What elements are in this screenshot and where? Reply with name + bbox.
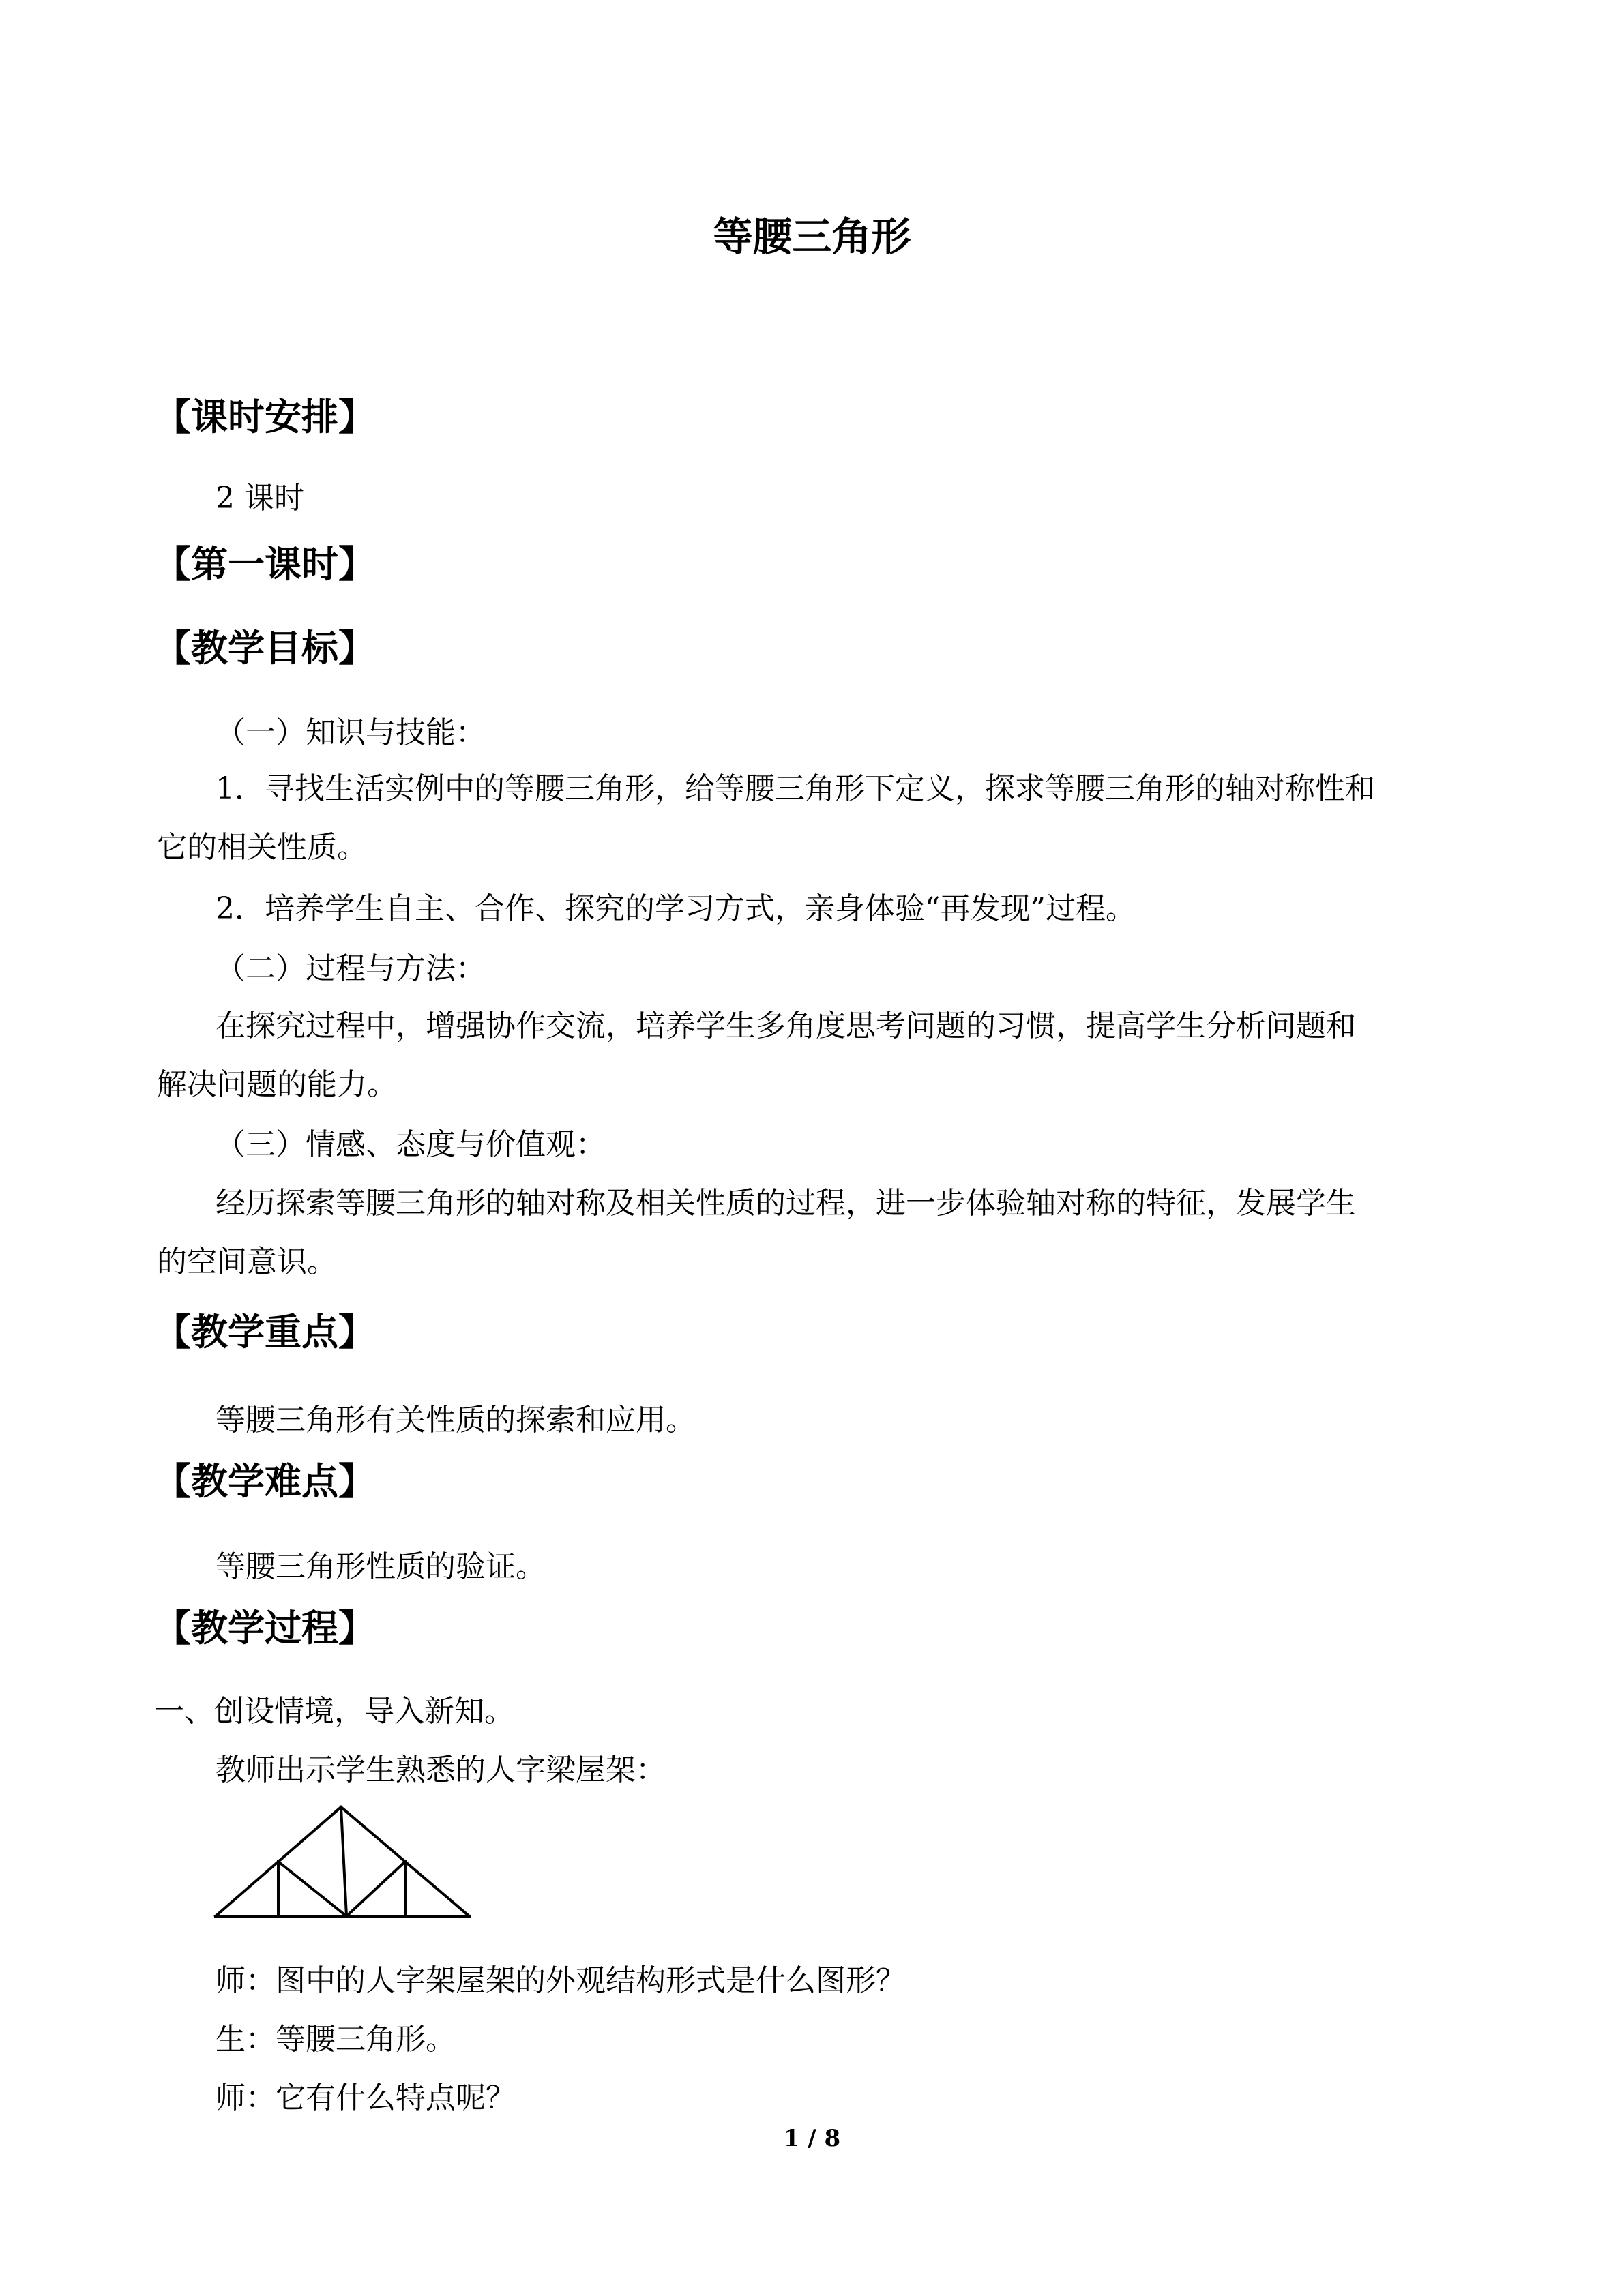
objectives-attitude-heading: （三）情感、态度与价值观： (216, 1127, 606, 1162)
process-intro: 教师出示学生熟悉的人字梁屋架： (216, 1753, 666, 1787)
process-step1: 一、创设情境，导入新知。 (154, 1694, 514, 1729)
heading-first-lesson: 【第一课时】 (154, 543, 375, 586)
heading-key-points: 【教学重点】 (154, 1311, 375, 1354)
heading-schedule: 【课时安排】 (154, 396, 375, 438)
objectives-attitude-line2: 的空间意识。 (157, 1244, 337, 1279)
objectives-process-line2: 解决问题的能力。 (157, 1067, 397, 1102)
process-dialog3: 师：它有什么特点呢？ (216, 2081, 516, 2115)
key-points-text: 等腰三角形有关性质的探索和应用。 (216, 1403, 696, 1437)
truss-center-post (341, 1807, 346, 1916)
difficulties-text: 等腰三角形性质的验证。 (216, 1549, 546, 1584)
heading-process: 【教学过程】 (154, 1607, 375, 1650)
process-dialog1: 师：图中的人字架屋架的外观结构形式是什么图形？ (216, 1963, 906, 1998)
page-title: 等腰三角形 (713, 213, 911, 260)
heading-objectives: 【教学目标】 (154, 627, 375, 670)
objectives-item1-line2: 它的相关性质。 (157, 830, 367, 865)
truss-right-diagonal (346, 1862, 405, 1916)
objectives-item1-line1: 1．寻找生活实例中的等腰三角形，给等腰三角形下定义，探求等腰三角形的轴对称性和 (216, 771, 1375, 806)
objectives-knowledge-heading: （一）知识与技能： (216, 715, 486, 750)
schedule-text: 2 课时 (216, 481, 304, 516)
truss-left-diagonal (278, 1862, 346, 1916)
page-number: 1 / 8 (783, 2125, 841, 2152)
objectives-process-heading: （二）过程与方法： (216, 951, 486, 986)
objectives-process-line1: 在探究过程中，增强协作交流，培养学生多角度思考问题的习惯，提高学生分析问题和 (216, 1009, 1356, 1043)
objectives-attitude-line1: 经历探索等腰三角形的轴对称及相关性质的过程，进一步体验轴对称的特征，发展学生 (216, 1186, 1356, 1221)
roof-truss-figure (213, 1803, 472, 1919)
objectives-item2: 2．培养学生自主、合作、探究的学习方式，亲身体验“再发现”过程。 (216, 891, 1136, 926)
process-dialog2: 生：等腰三角形。 (216, 2022, 456, 2057)
heading-difficulties: 【教学难点】 (154, 1460, 375, 1503)
